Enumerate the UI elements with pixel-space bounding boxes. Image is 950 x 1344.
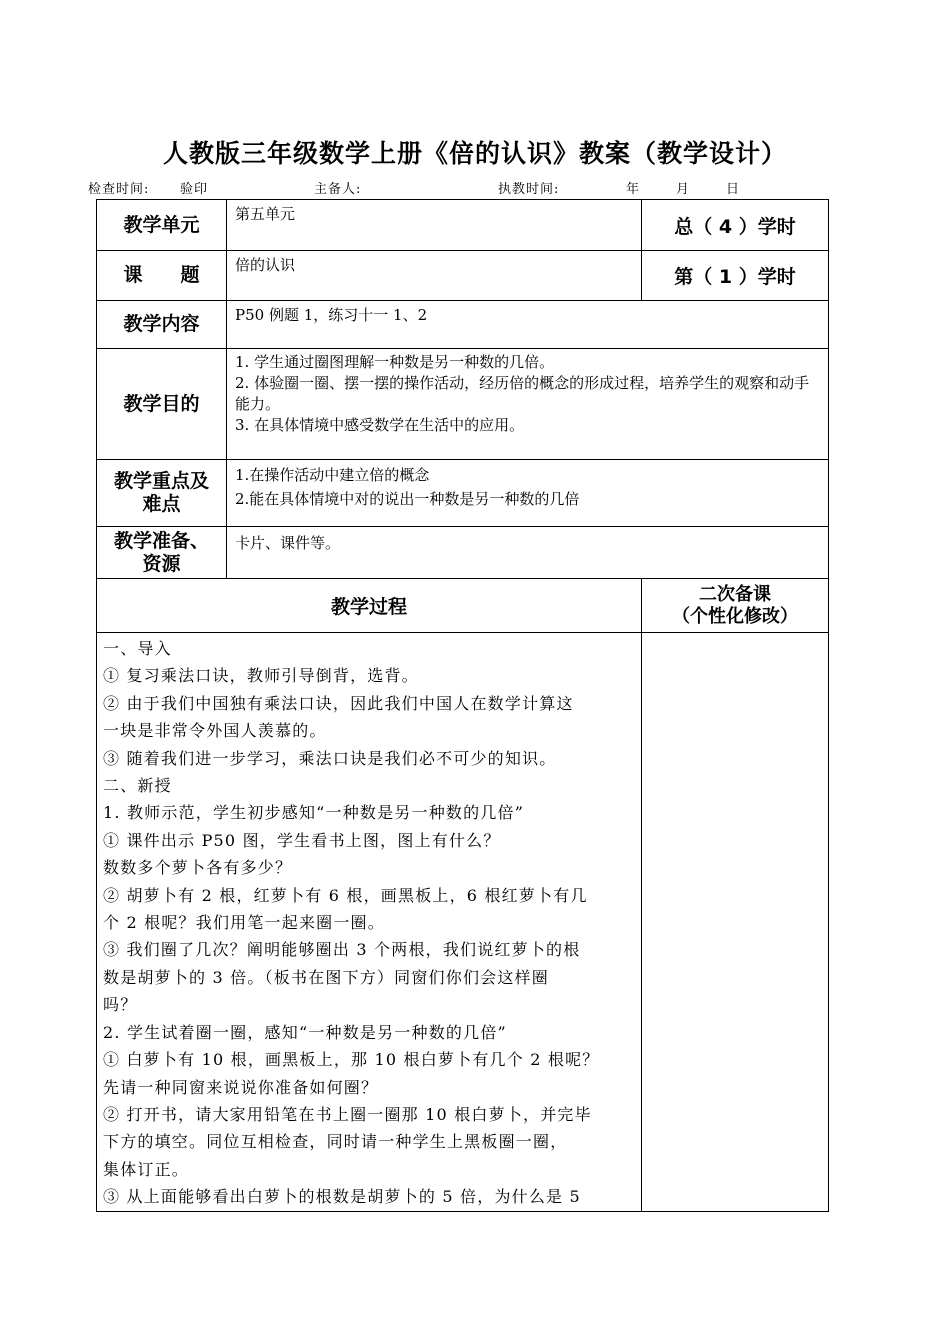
month-label: 月	[676, 182, 691, 197]
process-line: 个 2 根呢？我们用笔一起来圈一圈。	[103, 913, 385, 933]
topic-value: 倍的认识	[227, 251, 642, 301]
lesson-hour: 第（ 1 ）学时	[642, 251, 829, 301]
topic-label: 课 题	[97, 251, 227, 301]
process-line: ③ 从上面能够看出白萝卜的根数是胡萝卜的 5 倍，为什么是 5	[103, 1187, 581, 1207]
total-hours: 总（ 4 ）学时	[642, 200, 829, 251]
row-content	[97, 301, 829, 349]
process-line: 吗？	[103, 995, 138, 1015]
process-line: 2. 学生试着圈一圈，感知“一种数是另一种数的几倍”	[103, 1022, 507, 1042]
preparer-label: 主备人:	[314, 182, 362, 197]
resources-label	[97, 527, 227, 579]
process-line: ② 由于我们中国独有乘法口诀，因此我们中国人在数学计算这	[103, 693, 574, 713]
objectives-value	[227, 349, 829, 460]
key-points-value	[227, 460, 829, 527]
row-key-points	[97, 460, 829, 527]
process-line: 集体订正。	[103, 1159, 190, 1179]
objectives-label: 教学目的	[97, 349, 227, 460]
teach-time-label: 执教时间:	[498, 182, 560, 197]
process-line: 下方的填空。同位互相检查，同时请一种学生上黑板圈一圈，	[103, 1132, 568, 1152]
process-line: 二、新授	[103, 776, 172, 796]
check-time-label: 检查时间:	[88, 182, 150, 197]
process-line: ① 白萝卜有 10 根，画黑板上，那 10 根白萝卜有几个 2 根呢？	[103, 1050, 600, 1070]
process-header: 教学过程	[97, 579, 642, 633]
row-process-header	[97, 579, 829, 633]
key-point-item: 2.能在具体情境中对的说出一种数是另一种数的几倍	[235, 490, 580, 508]
row-process-body	[97, 633, 829, 1212]
key-points-label	[97, 460, 227, 527]
document-title: 人教版三年级数学上册《倍的认识》教案（教学设计）	[162, 139, 787, 168]
row-objectives	[97, 349, 829, 460]
process-line: ③ 随着我们进一步学习，乘法口诀是我们必不可少的知识。	[103, 748, 557, 768]
row-unit	[97, 200, 829, 251]
second-prep-header-line: （个性化修改）	[672, 605, 799, 627]
resources-label-line: 资源	[142, 552, 181, 575]
content-value: P50 例题 1，练习十一 1、2	[227, 301, 829, 349]
key-points-label-line: 教学重点及	[113, 470, 209, 492]
lesson-plan-table	[96, 199, 829, 1212]
unit-value: 第五单元	[227, 200, 642, 251]
unit-label: 教学单元	[97, 200, 227, 251]
process-line: 1. 教师示范，学生初步感知“一种数是另一种数的几倍”	[103, 803, 525, 823]
process-line: 先请一种同窗来说说你准备如何圈？	[103, 1077, 379, 1097]
year-label: 年	[626, 182, 641, 197]
process-line: ② 打开书，请大家用铅笔在书上圈一圈那 10 根白萝卜，并完毕	[103, 1104, 592, 1124]
day-label: 日	[726, 182, 741, 197]
objective-item: 1. 学生通过圈图理解一种数是另一种数的几倍。	[235, 353, 555, 371]
resources-label-line: 教学准备、	[113, 529, 209, 552]
objective-item: 2. 体验圈一圈、摆一摆的操作活动，经历倍的概念的形成过程，培养学生的观察和动手能力。	[235, 374, 810, 413]
process-line: 一、导入	[103, 639, 172, 658]
process-line: 数数多个萝卜各有多少？	[103, 858, 293, 878]
resources-value: 卡片、课件等。	[227, 527, 829, 579]
objective-item: 3. 在具体情境中感受数学在生活中的应用。	[235, 416, 525, 434]
row-resources	[97, 527, 829, 579]
content-label: 教学内容	[97, 301, 227, 349]
key-point-item: 1.在操作活动中建立倍的概念	[235, 466, 430, 484]
process-line: 数是胡萝卜的 3 倍。（板书在图下方）同窗们你们会这样圈	[103, 967, 549, 987]
process-line: 一块是非常令外国人羡慕的。	[103, 721, 327, 741]
process-line: ③ 我们圈了几次？阐明能够圈出 3 个两根，我们说红萝卜的根	[103, 940, 581, 960]
verify-label: 验印	[180, 182, 209, 197]
process-line: ① 课件出示 P50 图，学生看书上图，图上有什么？	[103, 830, 501, 850]
second-prep-header-line: 二次备课	[699, 583, 772, 605]
process-line: ② 胡萝卜有 2 根，红萝卜有 6 根，画黑板上，6 根红萝卜有几	[103, 885, 588, 905]
key-points-label-line: 难点	[142, 493, 181, 515]
process-line: ① 复习乘法口诀，教师引导倒背，选背。	[103, 666, 419, 686]
second-prep-header	[642, 579, 829, 633]
process-body	[97, 633, 642, 1212]
row-topic	[97, 251, 829, 301]
second-prep-cell	[642, 633, 829, 1212]
